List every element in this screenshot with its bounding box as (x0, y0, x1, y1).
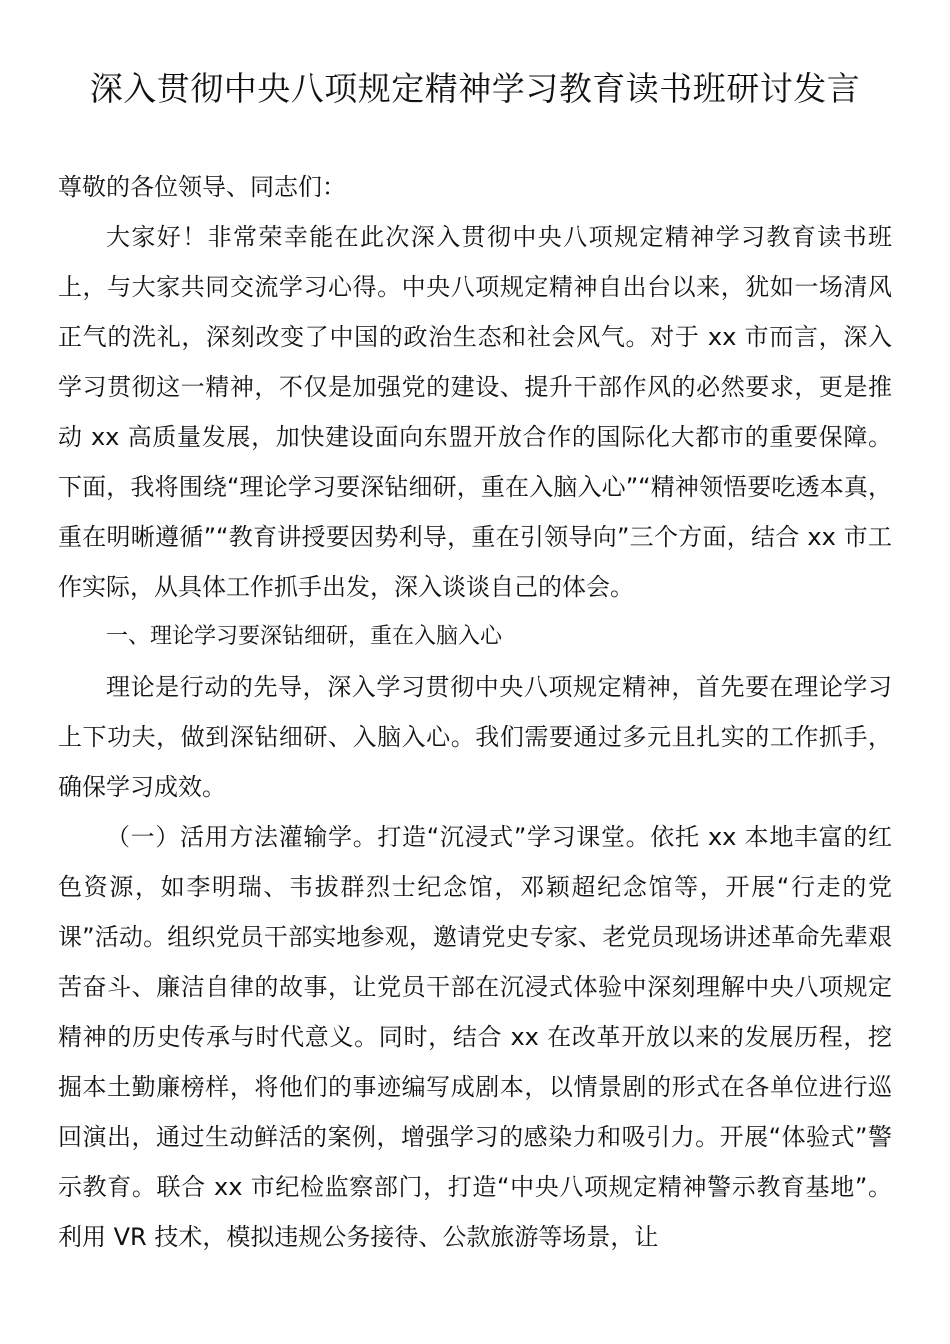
document-title: 深入贯彻中央八项规定精神学习教育读书班研讨发言 (89, 69, 861, 108)
salutation: 尊敬的各位领导、同志们： (58, 173, 346, 201)
intro-paragraph: 大家好！非常荣幸能在此次深入贯彻中央八项规定精神学习教育读书班上，与大家共同交流学习心得。中央八项规定精神自出台以来，犹如一场清风正气的洗礼，深刻改变了中国的政治生态和社会风气。对于 xx 市而言，深入学习贯彻这一精神，不仅是加强党的建设、提升干部作风的必然要求，更是推动 xx 高质量发展，加快建设面向东盟开放合作的国际化大都市的重要保障。下面，我将围绕“理论学习要深钻细研，重在入脑入心”“精神领悟要吃透本真，重在明晰遵循”“教育讲授要因势利导，重在引领导向”三个方面，结合 xx 市工作实际，从具体工作抓手出发，深入谈谈自己的体会。 (58, 223, 892, 601)
section-heading: 一、理论学习要深钻细研，重在入脑入心 (106, 624, 503, 649)
document-body (58, 162, 892, 1262)
section-paragraph-2: （一）活用方法灌输学。打造“沉浸式”学习课堂。依托 xx 本地丰富的红色资源，如李明瑞、韦拔群烈士纪念馆，邓颖超纪念馆等，开展“行走的党课”活动。组织党员干部实地参观，邀请党史专家、老党员现场讲述革命先辈艰苦奋斗、廉洁自律的故事，让党员干部在沉浸式体验中深刻理解中央八项规定精神的历史传承与时代意义。同时，结合 xx 在改革开放以来的发展历程，挖掘本土勤廉榜样，将他们的事迹编写成剧本，以情景剧的形式在各单位进行巡回演出，通过生动鲜活的案例，增强学习的感染力和吸引力。开展“体验式”警示教育。联合 xx 市纪检监察部门，打造“中央八项规定精神警示教育基地”。利用 VR 技术，模拟违规公务接待、公款旅游等场景，让 (58, 823, 892, 1251)
section-paragraph-1: 理论是行动的先导，深入学习贯彻中央八项规定精神，首先要在理论学习上下功夫，做到深钻细研、入脑入心。我们需要通过多元且扎实的工作抓手，确保学习成效。 (58, 673, 892, 801)
